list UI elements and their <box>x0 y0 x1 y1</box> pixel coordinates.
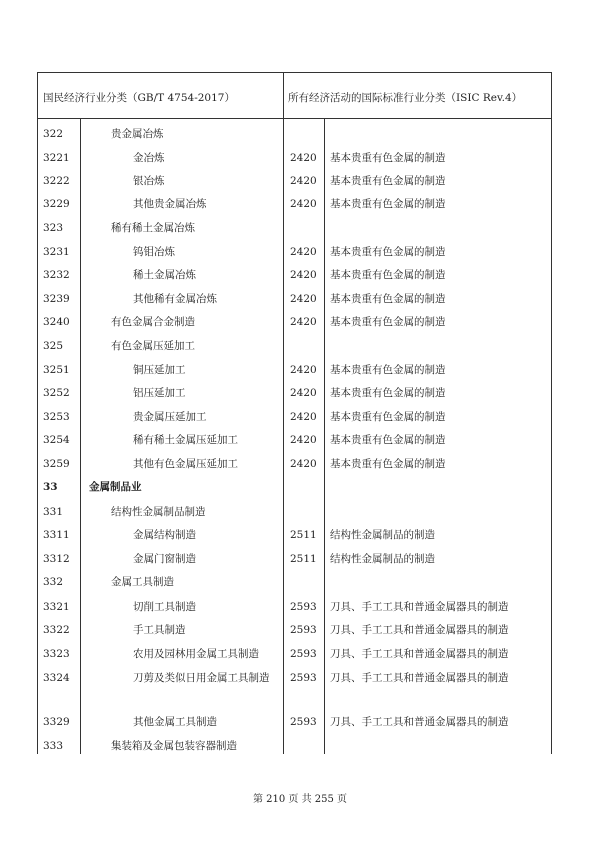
row-isic-code: 2420 <box>290 175 317 187</box>
row-code: 3222 <box>43 175 70 187</box>
table-row <box>37 312 552 332</box>
row-code: 333 <box>43 740 64 752</box>
row-name: 其他贵金属冶炼 <box>133 198 207 210</box>
row-code: 3229 <box>43 198 70 210</box>
row-name: 铜压延加工 <box>133 364 186 376</box>
row-isic-name: 基本贵重有色金属的制造 <box>330 246 446 258</box>
table-row <box>37 360 552 380</box>
row-name: 其他金属工具制造 <box>133 716 217 728</box>
row-isic-code: 2593 <box>290 601 317 613</box>
table-row <box>37 148 552 168</box>
row-isic-name: 结构性金属制品的制造 <box>330 553 435 565</box>
row-isic-name: 基本贵重有色金属的制造 <box>330 364 446 376</box>
row-code: 325 <box>43 340 64 352</box>
row-code: 3240 <box>43 316 70 328</box>
table-row <box>37 242 552 262</box>
table-row <box>37 430 552 450</box>
row-isic-code: 2420 <box>290 411 317 423</box>
row-isic-code: 2420 <box>290 316 317 328</box>
row-code: 3221 <box>43 152 70 164</box>
table-row <box>37 525 552 545</box>
table-row <box>37 218 552 238</box>
row-code: 3311 <box>43 529 70 541</box>
row-isic-name: 基本贵重有色金属的制造 <box>330 269 446 281</box>
row-isic-code: 2511 <box>290 553 317 565</box>
table-top-border <box>37 72 552 73</box>
row-name: 金冶炼 <box>133 152 165 164</box>
row-isic-code: 2420 <box>290 387 317 399</box>
row-isic-name: 刀具、手工工具和普通金属器具的制造 <box>330 624 509 636</box>
row-isic-code: 2420 <box>290 198 317 210</box>
row-isic-code: 2420 <box>290 152 317 164</box>
table-row <box>37 289 552 309</box>
header-gbt: 国民经济行业分类（GB/T 4754-2017） <box>43 92 235 104</box>
header-bottom-border <box>37 118 552 119</box>
table-row <box>37 194 552 214</box>
row-name: 稀有稀土金属冶炼 <box>111 222 195 234</box>
row-code: 3312 <box>43 553 70 565</box>
table-row <box>37 502 552 522</box>
row-code: 323 <box>43 222 64 234</box>
page-number: 第 210 页 共 255 页 <box>252 794 348 805</box>
row-isic-code: 2420 <box>290 293 317 305</box>
row-isic-name: 基本贵重有色金属的制造 <box>330 152 446 164</box>
row-code: 3323 <box>43 648 70 660</box>
table-row <box>37 124 552 144</box>
row-code: 3232 <box>43 269 70 281</box>
row-isic-name: 基本贵重有色金属的制造 <box>330 198 446 210</box>
row-code: 331 <box>43 506 64 518</box>
table-row <box>37 620 552 640</box>
row-isic-code: 2420 <box>290 269 317 281</box>
row-isic-code: 2420 <box>290 458 317 470</box>
table-row <box>37 668 552 688</box>
row-name: 结构性金属制品制造 <box>111 506 206 518</box>
table-row <box>37 383 552 403</box>
row-isic-name: 基本贵重有色金属的制造 <box>330 458 446 470</box>
row-code: 3231 <box>43 246 70 258</box>
table-row <box>37 265 552 285</box>
table-row <box>37 171 552 191</box>
row-name: 刀剪及类似日用金属工具制造 <box>133 672 270 684</box>
row-isic-name: 刀具、手工工具和普通金属器具的制造 <box>330 648 509 660</box>
header-isic: 所有经济活动的国际标准行业分类（ISIC Rev.4） <box>288 92 523 104</box>
row-name: 钨钼冶炼 <box>133 246 175 258</box>
row-code: 3251 <box>43 364 70 376</box>
row-code: 322 <box>43 128 64 140</box>
row-name: 金属制品业 <box>89 481 142 493</box>
row-name: 贵金属冶炼 <box>111 128 164 140</box>
row-isic-code: 2511 <box>290 529 317 541</box>
row-name: 集装箱及金属包装容器制造 <box>111 740 237 752</box>
table-row <box>37 572 552 592</box>
row-name: 金属工具制造 <box>111 576 174 588</box>
row-isic-name: 刀具、手工工具和普通金属器具的制造 <box>330 716 509 728</box>
table-row <box>37 644 552 664</box>
row-name: 手工具制造 <box>133 624 186 636</box>
row-isic-code: 2593 <box>290 648 317 660</box>
row-isic-code: 2420 <box>290 434 317 446</box>
row-code: 3322 <box>43 624 70 636</box>
table-row <box>37 712 552 732</box>
row-isic-code: 2593 <box>290 672 317 684</box>
row-name: 铝压延加工 <box>133 387 186 399</box>
row-code: 3324 <box>43 672 70 684</box>
row-code: 3253 <box>43 411 70 423</box>
row-name: 银冶炼 <box>133 175 165 187</box>
row-isic-name: 刀具、手工工具和普通金属器具的制造 <box>330 672 509 684</box>
row-name: 贵金属压延加工 <box>133 411 207 423</box>
row-name: 稀土金属冶炼 <box>133 269 196 281</box>
row-name: 有色金属压延加工 <box>111 340 195 352</box>
row-code: 3239 <box>43 293 70 305</box>
row-isic-code: 2420 <box>290 364 317 376</box>
row-isic-name: 基本贵重有色金属的制造 <box>330 387 446 399</box>
table-row <box>37 477 552 497</box>
row-isic-name: 刀具、手工工具和普通金属器具的制造 <box>330 601 509 613</box>
row-isic-name: 基本贵重有色金属的制造 <box>330 316 446 328</box>
row-code: 332 <box>43 576 64 588</box>
row-name: 其他有色金属压延加工 <box>133 458 238 470</box>
row-name: 稀有稀土金属压延加工 <box>133 434 238 446</box>
table-row <box>37 549 552 569</box>
table-row <box>37 454 552 474</box>
row-isic-name: 基本贵重有色金属的制造 <box>330 293 446 305</box>
row-name: 切削工具制造 <box>133 601 196 613</box>
row-isic-code: 2593 <box>290 716 317 728</box>
row-name: 其他稀有金属冶炼 <box>133 293 217 305</box>
row-isic-name: 基本贵重有色金属的制造 <box>330 434 446 446</box>
row-code: 33 <box>43 481 58 493</box>
table-row <box>37 407 552 427</box>
row-isic-name: 基本贵重有色金属的制造 <box>330 175 446 187</box>
row-code: 3259 <box>43 458 70 470</box>
table-row <box>37 736 552 756</box>
row-code: 3254 <box>43 434 70 446</box>
table-row <box>37 336 552 356</box>
row-code: 3252 <box>43 387 70 399</box>
row-name: 农用及园林用金属工具制造 <box>133 648 259 660</box>
classification-table <box>37 72 552 754</box>
row-name: 金属结构制造 <box>133 529 196 541</box>
row-isic-name: 基本贵重有色金属的制造 <box>330 411 446 423</box>
row-name: 金属门窗制造 <box>133 553 196 565</box>
row-code: 3321 <box>43 601 70 613</box>
row-code: 3329 <box>43 716 70 728</box>
row-isic-code: 2593 <box>290 624 317 636</box>
table-row <box>37 597 552 617</box>
row-isic-name: 结构性金属制品的制造 <box>330 529 435 541</box>
row-isic-code: 2420 <box>290 246 317 258</box>
row-name: 有色金属合金制造 <box>111 316 195 328</box>
